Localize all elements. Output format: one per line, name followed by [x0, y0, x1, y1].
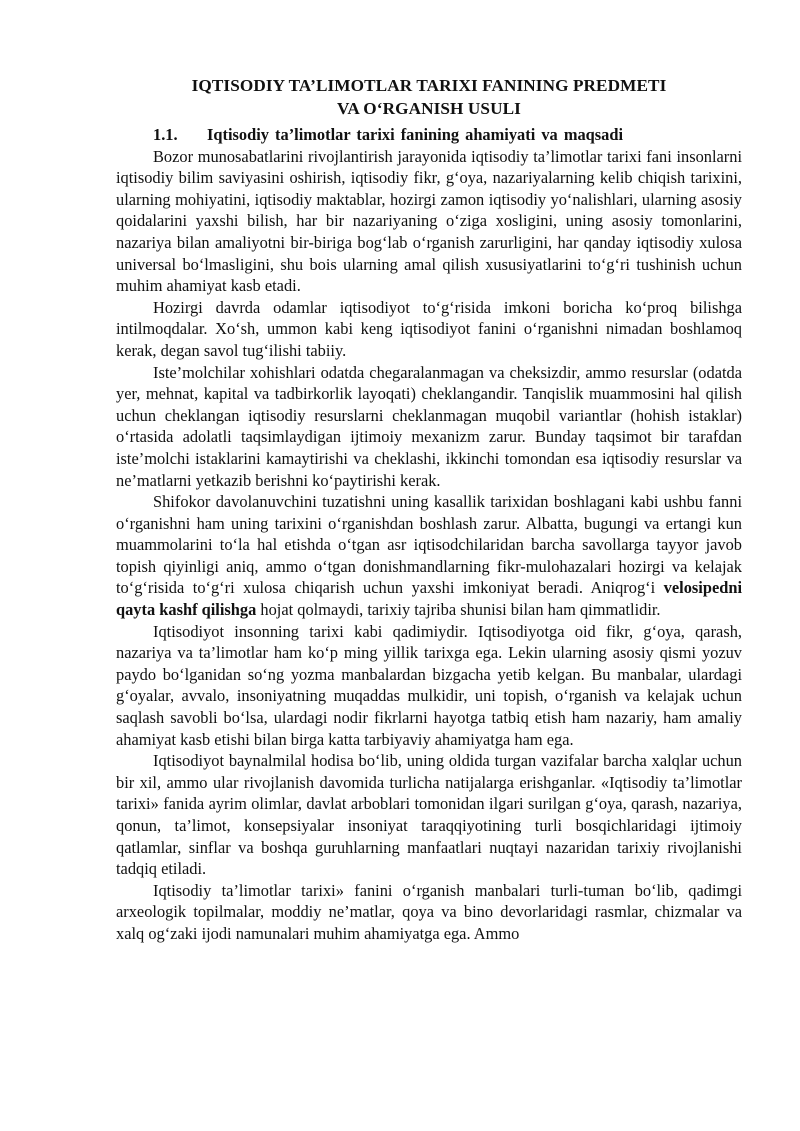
section-title: Iqtisodiy ta’limotlar tarixi fanining ahamiyati va maqsadi	[207, 125, 624, 144]
paragraph-5: Iqtisodiyot insonning tarixi kabi qadimiydir. Iqtisodiyotga oid fikr, g‘oya, qarash, nazariya va ta’limotlar ham ko‘p ming yillik tarixga ega. Lekin ularning asosiy qismi yozuv paydo bo‘lganidan so‘ng yozma manbalardan bizgacha yetib kelgan. Bu manbalar, ulardagi g‘oyalar, avvalo, insoniyatning muqaddas mulkidir, uni topish, o‘rganish va kelajak uchun saqlash savobli bo‘lsa, ulardagi nodir fikrlarni hayotga tatbiq etish ham nazariy, ham amaliy ahamiyat kasb etishi bilan birga katta tarbiyaviy ahamiyatga ham ega.	[116, 621, 742, 749]
paragraph-7: Iqtisodiy ta’limotlar tarixi» fanini o‘rganish manbalari turli-tuman bo‘lib, qadimgi arxeologik topilmalar, moddiy ne’matlar, qoya va bino devorlaridagi rasmlar, chizmalar va xalq og‘zaki ijodi namunalari muhim ahamiyatga ega. Ammo	[116, 880, 742, 943]
section-number: 1.1.	[153, 125, 178, 144]
paragraph-3: Iste’molchilar xohishlari odatda chegaralanmagan va cheksizdir, ammo resurslar (odatda yer, mehnat, kapital va tadbirkorlik layoqati) cheklangandir. Tanqislik muammosini hal qilish uchun cheklangan iqtisodiy resurslarni cheklanmagan muqobil variantlar (hohish istaklar) o‘rtasida adolatli taqsimlaydigan ijtimoiy mexanizm zarur. Bunday taqsimot bir tarafdan iste’molchi istaklarini kamaytirishi va cheklashi, ikkinchi tomondan esa iqtisodiy resurslar va ne’matlarni yetkazib berishni ko‘paytirishi kerak.	[116, 362, 742, 490]
page-title	[116, 74, 742, 120]
paragraph-2: Hozirgi davrda odamlar iqtisodiyot to‘g‘risida imkoni boricha ko‘proq bilishga intilmoqdalar. Xo‘sh, ummon kabi keng iqtisodiyot fanini o‘rganishni nimadan boshlamoq kerak, degan savol tug‘ilishi tabiiy.	[116, 297, 742, 360]
paragraph-4-text-after: hojat qolmaydi, tarixiy tajriba shunisi bilan ham qimmatlidir.	[256, 600, 661, 620]
paragraph-4	[116, 491, 742, 621]
paragraph-4-bold-phrase: velosipedni qayta kashf qilishga	[116, 578, 742, 620]
paragraph-1: Bozor munosabatlarini rivojlantirish jarayonida iqtisodiy ta’limotlar tarixi fani insonlarni iqtisodiy bilim saviyasini oshirish, iqtisodiy fikr, g‘oya, nazariyalarning kelib chiqish tarixini, ularning mohiyatini, iqtisodiy maktablar, hozirgi zamon iqtisodiy yo‘nalishlari, ularning asosiy qoidalarini yaxshi bilish, har bir nazariyaning o‘ziga xosligini, uning asosiy tomonlarini, nazariya bilan amaliyotni bir-biriga bog‘lab o‘rganish zarurligini, har qanday iqtisodiy xulosa universal bo‘lmasligini, shu bois ularning amal qilish xususiyatlarini to‘g‘ri tushinish uchun muhim ahamiyat kasb etadi.	[116, 146, 742, 296]
title-line-2: VA O‘RGANISH USULI	[337, 99, 521, 118]
paragraph-4-text-before: Shifokor davolanuvchini tuzatishni uning kasallik tarixidan boshlagani kabi ushbu fanni o‘rganishni ham uning tarixini o‘rganishdan boshlash zarur. Albatta, bugungi va ertangi kun muammolarini to‘la hal etishda o‘tgan asr iqtisodchilaridan barcha savollarga tayyor javob topish qiyinligi aniq, ammo o‘tgan donishmandlarning fikr-mulohazalari hozirgi va kelajak to‘g‘risida to‘g‘ri xulosa chiqarish uchun yaxshi imkoniyat beradi. Aniqrog‘i	[116, 492, 742, 598]
title-line-1: IQTISODIY TA’LIMOTLAR TARIXI FANINING PREDMETI	[191, 76, 667, 95]
document-page	[116, 74, 742, 945]
section-heading	[116, 124, 742, 146]
paragraph-6: Iqtisodiyot baynalmilal hodisa bo‘lib, uning oldida turgan vazifalar barcha xalqlar uchun bir xil, ammo ular rivojlanish davomida turlicha natijalarga erishganlar. «Iqtisodiy ta’limotlar tarixi» fanida ayrim olimlar, davlat arboblari tomonidan ilgari surilgan g‘oya, qarash, nazariya, qonun, ta’limot, konsepsiyalar insoniyat taraqqiyotining turli bosqichlaridagi ijtimoiy qatlamlar, sinflar va boshqa guruhlarning manfaatlari nuqtayi nazaridan tarixiy rivojlanishi tadqiq etiladi.	[116, 751, 742, 879]
